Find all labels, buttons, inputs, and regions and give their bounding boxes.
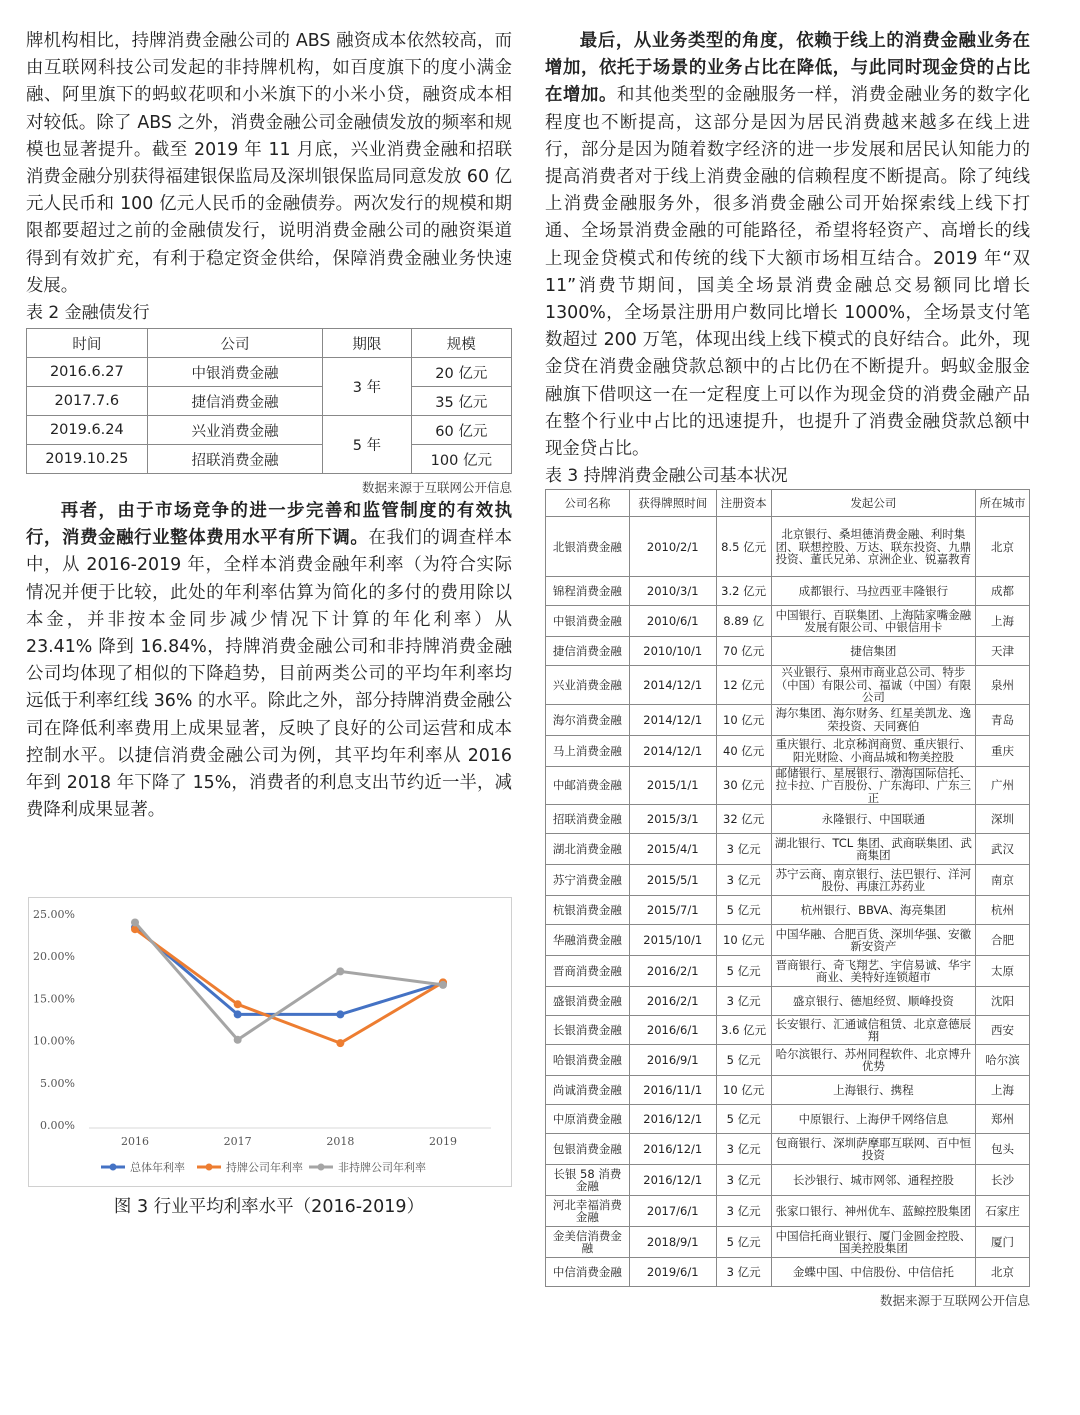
table-cell: 成都 [976, 577, 1030, 606]
table-cell: 3 亿元 [716, 1134, 771, 1165]
table-cell: 包商银行、深圳萨摩耶互联网、百中恒投资 [771, 1134, 975, 1165]
table-cell: 3 年 [323, 358, 411, 416]
table-cell: 12 亿元 [716, 666, 771, 705]
table-cell: 2019.10.25 [27, 445, 148, 474]
table2-caption: 表 2 金融债发行 [26, 303, 150, 324]
table-cell: 重庆 [976, 735, 1030, 766]
data-point [131, 918, 139, 926]
right-column [545, 28, 1030, 1309]
table-header-cell: 发起公司 [771, 490, 975, 517]
table-cell: 2014/12/1 [629, 735, 716, 766]
table-cell: 湖北消费金融 [546, 834, 630, 865]
table-row [546, 1227, 1030, 1258]
figure3-caption: 图 3 行业平均利率水平（2016-2019） [113, 1197, 425, 1217]
table-cell: 青岛 [976, 704, 1030, 735]
table-header-cell: 期限 [323, 329, 411, 358]
series-line-0 [135, 927, 443, 1014]
table-cell: 中国银行、百联集团、上海陆家嘴金融发展有限公司、中银信用卡 [771, 606, 975, 637]
table-cell: 长银 58 消费金融 [546, 1165, 630, 1196]
y-tick-label: 0.00% [40, 1119, 75, 1132]
table-cell: 2015/10/1 [629, 925, 716, 956]
table-cell: 晋商消费金融 [546, 956, 630, 987]
table-row [27, 358, 512, 387]
table-cell: 杭银消费金融 [546, 896, 630, 925]
table-cell: 张家口银行、神州优车、蓝鲸控股集团 [771, 1196, 975, 1227]
table-cell: 中信消费金融 [546, 1258, 630, 1287]
table-cell: 上海 [976, 606, 1030, 637]
table-cell: 苏宁消费金融 [546, 865, 630, 896]
table-cell: 2016/12/1 [629, 1105, 716, 1134]
paragraph-bold-lead: 再者，由于市场竞争的进一步完善和监管制度的有效执行，消费金融行业整体费用水平有所下调。 [26, 501, 512, 549]
table-header-row [27, 329, 512, 358]
table-cell: 北京银行、桑坦德消费金融、利时集团、联想控股、万达、联东投资、九鼎投资、董氏兄弟、京洲企业、锐嘉教育 [771, 517, 975, 577]
table-cell: 2010/6/1 [629, 606, 716, 637]
table-cell: 5 亿元 [716, 1227, 771, 1258]
table-row [546, 1196, 1030, 1227]
table-cell: 2014/12/1 [629, 666, 716, 705]
table-cell: 兴业消费金融 [147, 416, 323, 445]
table-cell: 杭州 [976, 896, 1030, 925]
table-cell: 盛银消费金融 [546, 987, 630, 1016]
table-cell: 2017/6/1 [629, 1196, 716, 1227]
table-cell: 招联消费金融 [147, 445, 323, 474]
table-cell: 西安 [976, 1016, 1030, 1045]
legend-label: 非持牌公司年利率 [338, 1161, 426, 1174]
table-cell: 3 亿元 [716, 1165, 771, 1196]
table-cell: 长沙 [976, 1165, 1030, 1196]
table-cell: 60 亿元 [411, 416, 511, 445]
table-row [27, 416, 512, 445]
table-cell: 包银消费金融 [546, 1134, 630, 1165]
series-line-1 [135, 929, 443, 1043]
data-point [234, 1000, 242, 1008]
table-cell: 上海 [976, 1076, 1030, 1105]
table-cell: 2015/5/1 [629, 865, 716, 896]
x-tick-label: 2018 [326, 1135, 355, 1148]
table-cell: 中原消费金融 [546, 1105, 630, 1134]
table-row [546, 1134, 1030, 1165]
table-cell: 深圳 [976, 805, 1030, 834]
table-cell: 招联消费金融 [546, 805, 630, 834]
y-tick-label: 10.00% [33, 1034, 75, 1048]
table-cell: 河北幸福消费金融 [546, 1196, 630, 1227]
table-header-cell: 所在城市 [976, 490, 1030, 517]
table-cell: 锦程消费金融 [546, 577, 630, 606]
table-cell: 苏宁云商、南京银行、法巴银行、洋河股份、再康江苏药业 [771, 865, 975, 896]
table-cell: 5 亿元 [716, 1105, 771, 1134]
table-cell: 2016/12/1 [629, 1165, 716, 1196]
table-row [546, 1016, 1030, 1045]
table-row [546, 704, 1030, 735]
table-cell: 2010/3/1 [629, 577, 716, 606]
table-row [546, 1258, 1030, 1287]
table-cell: 捷信消费金融 [546, 637, 630, 666]
interest-rate-chart [28, 897, 512, 1187]
legend-label: 持牌公司年利率 [226, 1161, 303, 1174]
legend-swatch-marker [318, 1164, 325, 1171]
table-row [546, 766, 1030, 805]
table-cell: 厦门 [976, 1227, 1030, 1258]
table-row [546, 1076, 1030, 1105]
paragraph-body: 和其他类型的金融服务一样，消费金融业务的数字化程度也不断提高，这部分是因为居民消费越来越多在线上进行，部分是因为随着数字经济的进一步发展和居民认知能力的提高消费者对于线上消费金融的信赖程度不断提高。除了纯线上消费金融服务外，很多消费金融公司开始探索线上线下打通、全场景消费金融的可能路径，希望将轻资产、高增长的线上现金贷模式和传统的线下大额市场相互结合。2019 年“双 11”消费节期间，国美全场景消费金融总交易额同比增长 1300%，全场景注册用户数同比增长 1000%，全场景支付笔数超过 200 万笔，体现出线上线下模式的良好结合。此外，现金贷在消费金融贷款总额中的占比仍在不断提升。蚂蚁金服金融旗下借呗这一在一定程度上可以作为现金贷的消费金融产品在整个行业中占比的迅速提升，也提升了消费金融贷款总额中现金贷占比。 [545, 85, 1030, 460]
table-cell: 中国信托商业银行、厦门金圆金控股、国美控股集团 [771, 1227, 975, 1258]
table-cell: 成都银行、马拉西亚丰隆银行 [771, 577, 975, 606]
data-point [336, 1010, 344, 1018]
table-cell: 3.6 亿元 [716, 1016, 771, 1045]
table-cell: 包头 [976, 1134, 1030, 1165]
table-row [546, 896, 1030, 925]
table-cell: 35 亿元 [411, 387, 511, 416]
table-row [27, 445, 512, 474]
table-cell: 70 亿元 [716, 637, 771, 666]
table-cell: 3 亿元 [716, 987, 771, 1016]
table-row [546, 805, 1030, 834]
data-point [234, 1010, 242, 1018]
table-header-cell: 公司名称 [546, 490, 630, 517]
table-cell: 太原 [976, 956, 1030, 987]
chart-svg [29, 898, 511, 1186]
table-cell: 10 亿元 [716, 1076, 771, 1105]
table-row [546, 925, 1030, 956]
paragraph-interest-rates [26, 498, 512, 824]
paragraph-abs-financing: 牌机构相比，持牌消费金融公司的 ABS 融资成本依然较高，而由互联网科技公司发起的非持牌机构，如百度旗下的度小满金融、阿里旗下的蚂蚁花呗和小米旗下的小米小贷，融资成本相对较低。除了 ABS 之外，消费金融公司金融债发放的频率和规模也显著提升。截至 2019 年 11 月底，兴业消费金融和招联消费金融分别获得福建银保监局及深圳银保监局同意发放 60 亿元人民币和 100 亿元人民币的金融债券。两次发行的规模和期限都要超过之前的金融债发行，说明消费金融公司的融资渠道得到有效扩充，有利于稳定资金供给，保障消费金融业务快速发展。 [26, 31, 512, 296]
table-row [546, 577, 1030, 606]
table-cell: 2016/9/1 [629, 1045, 716, 1076]
table-cell: 兴业消费金融 [546, 666, 630, 705]
table-cell: 邮储银行、星展银行、渤海国际信托、拉卡拉、广百股份、广东海印、广东三正 [771, 766, 975, 805]
paragraph-business-type [545, 28, 1030, 463]
data-point [336, 967, 344, 975]
table-cell: 2016/2/1 [629, 956, 716, 987]
table-cell: 金美信消费金融 [546, 1227, 630, 1258]
table-row [27, 387, 512, 416]
table-cell: 100 亿元 [411, 445, 511, 474]
table-cell: 合肥 [976, 925, 1030, 956]
table-cell: 2016/11/1 [629, 1076, 716, 1105]
table-cell: 武汉 [976, 834, 1030, 865]
table-cell: 中国华融、合肥百货、深圳华强、安徽新安资产 [771, 925, 975, 956]
table-cell: 长沙银行、城市网邻、通程控股 [771, 1165, 975, 1196]
table-cell: 杭州银行、BBVA、海亮集团 [771, 896, 975, 925]
table-cell: 中银消费金融 [546, 606, 630, 637]
table-cell: 哈尔滨 [976, 1045, 1030, 1076]
table-cell: 10 亿元 [716, 925, 771, 956]
table2-source: 数据来源于互联网公开信息 [361, 480, 512, 496]
table-cell: 郑州 [976, 1105, 1030, 1134]
table-cell: 永隆银行、中国联通 [771, 805, 975, 834]
table-cell: 沈阳 [976, 987, 1030, 1016]
table-cell: 晋商银行、奇飞翔艺、宇信易诚、华宇商业、美特好连锁超市 [771, 956, 975, 987]
table-row [546, 517, 1030, 577]
table-cell: 泉州 [976, 666, 1030, 705]
table-row [546, 1165, 1030, 1196]
legend-label: 总体年利率 [130, 1161, 185, 1174]
paragraph-body: 在我们的调查样本中，从 2016-2019 年，全样本消费金融年利率（为符合实际情况并便于比较，此处的年利率估算为简化的多付的费用除以本金，并非按本金同步减少情况下计算的年化利率）从 23.41% 降到 16.84%，持牌消费金融公司和非持牌消费金融公司均体现了相似的下降趋势，目前两类公司的平均年利率均远低于利率红线 36% 的水平。除此之外，部分持牌消费金融公司在降低利率费用上成果显著，反映了良好的公司运营和成本控制水平。以捷信消费金融公司为例，其平均年利率从 2016 年到 2018 年下降了 15%，消费者的利息支出节约近一半，减费降利成果显著。 [26, 528, 512, 821]
table-cell: 盛京银行、德旭经贸、顺峰投资 [771, 987, 975, 1016]
table-cell: 2015/4/1 [629, 834, 716, 865]
table-cell: 哈银消费金融 [546, 1045, 630, 1076]
table-cell: 捷信消费金融 [147, 387, 323, 416]
table-cell: 2016.6.27 [27, 358, 148, 387]
table-cell: 海尔消费金融 [546, 704, 630, 735]
table-cell: 重庆银行、北京秭润商贸、重庆银行、阳光财险、小商品城和物美控股 [771, 735, 975, 766]
table-cell: 20 亿元 [411, 358, 511, 387]
table-cell: 3 亿元 [716, 1258, 771, 1287]
table-cell: 广州 [976, 766, 1030, 805]
table-cell: 华融消费金融 [546, 925, 630, 956]
x-tick-label: 2019 [429, 1135, 457, 1148]
table-row [546, 1045, 1030, 1076]
legend-swatch-marker [206, 1164, 213, 1171]
table-row [546, 666, 1030, 705]
table-cell: 2019.6.24 [27, 416, 148, 445]
table-cell: 5 亿元 [716, 896, 771, 925]
table-cell: 8.5 亿元 [716, 517, 771, 577]
table-cell: 北京 [976, 1258, 1030, 1287]
table-cell: 2017.7.6 [27, 387, 148, 416]
y-tick-label: 15.00% [33, 992, 75, 1006]
table-cell: 尚诚消费金融 [546, 1076, 630, 1105]
table-row [546, 1105, 1030, 1134]
table-cell: 湖北银行、TCL 集团、武商联集团、武商集团 [771, 834, 975, 865]
table-cell: 2016/6/1 [629, 1016, 716, 1045]
left-column [26, 28, 512, 824]
table-header-cell: 注册资本 [716, 490, 771, 517]
table-cell: 2010/10/1 [629, 637, 716, 666]
table3-source: 数据来源于互联网公开信息 [879, 1293, 1030, 1309]
y-tick-label: 20.00% [33, 950, 75, 964]
table-row [546, 956, 1030, 987]
table-cell: 5 亿元 [716, 1045, 771, 1076]
x-tick-label: 2017 [223, 1135, 252, 1148]
table-cell: 石家庄 [976, 1196, 1030, 1227]
table-cell: 2015/7/1 [629, 896, 716, 925]
table-cell: 长银消费金融 [546, 1016, 630, 1045]
table-cell: 2015/1/1 [629, 766, 716, 805]
table-cell: 30 亿元 [716, 766, 771, 805]
table-cell: 2019/6/1 [629, 1258, 716, 1287]
table-row [546, 834, 1030, 865]
table-cell: 兴业银行、泉州市商业总公司、特步（中国）有限公司、福诚（中国）有限公司 [771, 666, 975, 705]
table-cell: 2010/2/1 [629, 517, 716, 577]
table3-licensed-companies [545, 489, 1030, 1287]
table-cell: 2016/2/1 [629, 987, 716, 1016]
table-cell: 3.2 亿元 [716, 577, 771, 606]
table-cell: 天津 [976, 637, 1030, 666]
table-cell: 哈尔滨银行、苏州同程软件、北京博升优势 [771, 1045, 975, 1076]
data-point [439, 981, 447, 989]
table-header-row [546, 490, 1030, 517]
table-cell: 2016/12/1 [629, 1134, 716, 1165]
data-point [234, 1036, 242, 1044]
table-cell: 5 年 [323, 416, 411, 474]
table-cell: 北京 [976, 517, 1030, 577]
table-row [546, 606, 1030, 637]
table-cell: 2014/12/1 [629, 704, 716, 735]
data-point [336, 1039, 344, 1047]
table-cell: 北银消费金融 [546, 517, 630, 577]
table-header-cell: 规模 [411, 329, 511, 358]
x-tick-label: 2016 [121, 1135, 149, 1148]
table-cell: 2015/3/1 [629, 805, 716, 834]
table-cell: 上海银行、携程 [771, 1076, 975, 1105]
table-cell: 3 亿元 [716, 834, 771, 865]
legend-swatch-marker [110, 1164, 117, 1171]
table3-caption: 表 3 持牌消费金融公司基本状况 [545, 466, 788, 487]
paragraph-bold-lead: 最后，从业务类型的角度，依赖于线上的消费金融业务在增加，依托于场景的业务占比在降低，与此同时现金贷的占比在增加。 [545, 31, 1030, 106]
table-row [546, 637, 1030, 666]
table-cell: 2018/9/1 [629, 1227, 716, 1258]
table-header-cell: 获得牌照时间 [629, 490, 716, 517]
table-row [546, 987, 1030, 1016]
table-cell: 中邮消费金融 [546, 766, 630, 805]
table-header-cell: 公司 [147, 329, 323, 358]
table-cell: 中原银行、上海伊千网络信息 [771, 1105, 975, 1134]
table-cell: 32 亿元 [716, 805, 771, 834]
y-tick-label: 5.00% [40, 1076, 75, 1090]
table-cell: 8.89 亿 [716, 606, 771, 637]
table-cell: 中银消费金融 [147, 358, 323, 387]
table-cell: 5 亿元 [716, 956, 771, 987]
table-cell: 3 亿元 [716, 1196, 771, 1227]
table-cell: 长安银行、汇通诚信租赁、北京意德辰翔 [771, 1016, 975, 1045]
table2-financial-bonds [26, 328, 512, 474]
table-cell: 40 亿元 [716, 735, 771, 766]
table-cell: 海尔集团、海尔财务、红星美凯龙、逸荣投资、天同赛伯 [771, 704, 975, 735]
y-tick-label: 25.00% [33, 908, 75, 921]
table-cell: 金蝶中国、中信股份、中信信托 [771, 1258, 975, 1287]
table-row [546, 865, 1030, 896]
table-cell: 南京 [976, 865, 1030, 896]
table-row [546, 735, 1030, 766]
table-cell: 10 亿元 [716, 704, 771, 735]
table-cell: 3 亿元 [716, 865, 771, 896]
table-cell: 捷信集团 [771, 637, 975, 666]
table-cell: 马上消费金融 [546, 735, 630, 766]
table-header-cell: 时间 [27, 329, 148, 358]
